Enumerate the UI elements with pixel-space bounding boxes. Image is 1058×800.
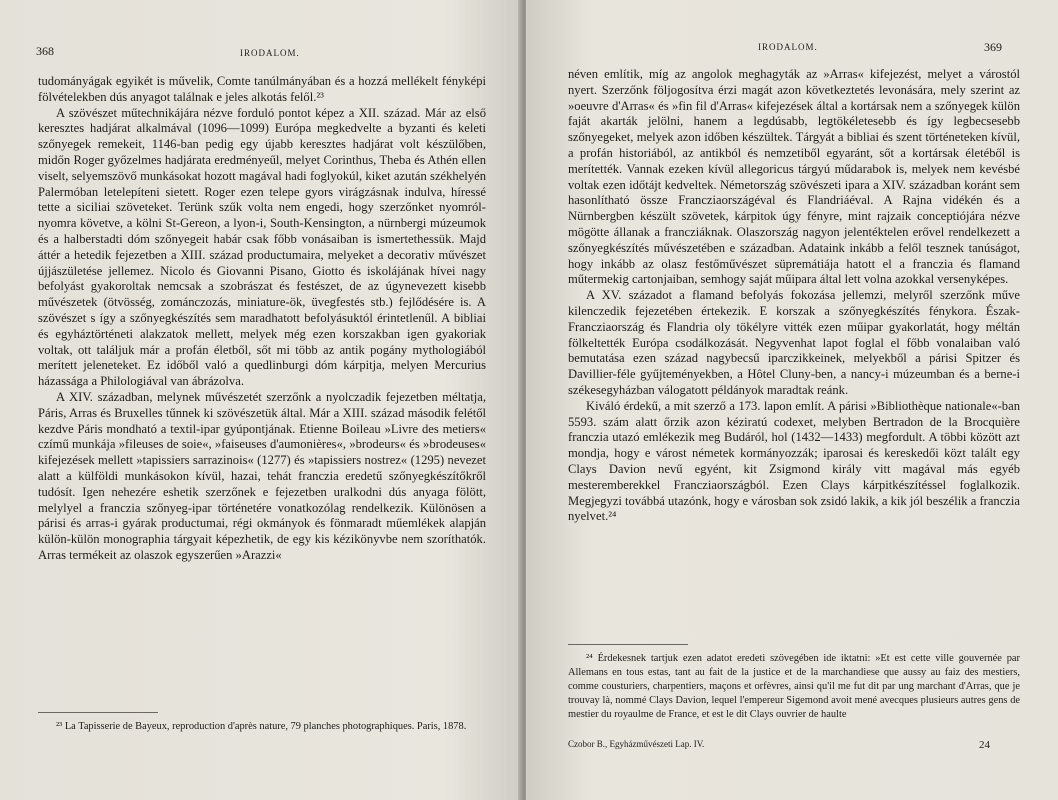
paragraph: A XV. századot a flamand befolyás fokozása jellemzi, melyről szerzőnk műve kilenczedik fejezetében értekezik. E korszak a szőnyegkészítés fénykora. Észak-Francziaország és Flandria oly tökélyre vitték ezen műipar gyakorlatát, hogy méltán fölkeltették Európa csodálkozását. Negyvenhat lapot foglal el főbb vonalaiban való bemutatása ezen század nagybecsű iparczikkeinek, melyekből a párisi Spitzer és Davillier-féle gyűjteményekben, a Hôtel Cluny-ben, a nancy-i múzeumban és a berne-i székesegyházban válogatott példányok maradtak reánk. — [568, 288, 1020, 397]
footnote-text: ²⁴ Érdekesnek tartjuk ezen adatot eredeti szövegében ide iktatni: »Et est cette ville gouvernée par Allemans en tous estas, tant au fait de la justice et de la marchandiese que aussy au faiz des mestiers, comme cousturiers, charpentiers, maçons et orfèvres, ainsi qu'il me fut dit par ung marchant d'Arras, que je trouvay là, nommé Clays Davion, lequel l'empereur Sigemond avoit mené avecques plusieurs autres gens de mestier du royaulme de France, et est le dit Clays ouvrier de haulte — [568, 653, 1020, 720]
footnote-text: ²³ La Tapisserie de Bayeux, reproduction d'après nature, 79 planches photographiques. Paris, 1878. — [56, 721, 467, 732]
signature-mark: Czobor B., Egyházművészeti Lap. IV. — [568, 739, 705, 749]
paragraph: tudományágak egyikét is művelik, Comte tanúlmányában és a hozzá mellékelt fényképi fölvételekben dús anyagot találnak e jeles alkotás felől.²³ — [38, 74, 486, 104]
page-number: 368 — [36, 44, 54, 58]
paragraph: Kiváló érdekű, a mit szerző a 173. lapon említ. A párisi »Bibliothèque nationale«-ban 5593. szám alatt őrzik azon kéziratú codexet, melyben Bertradon de la Brocquière franczia utazó emlékezik meg Budáról, hol (1432—1433) megfordult. A többi között azt mondja, hogy e várost németek kormányozzák; iparosai és kereskedői közt talált egy Clays Davion nevű egyént, kit Zsigmond király vitt magával más egyéb mesteremberekkel Francziaországból. Ezen Clays kárpitkészítéssel foglalkozik. Megjegyzi továbbá utazónk, hogy e városban sok zsidó lakik, a kik jól beszélik a franczia nyelvet.²⁴ — [568, 398, 1020, 524]
body-text — [568, 67, 1020, 525]
paragraph: A szövészet műtechnikájára nézve forduló pontot képez a XII. század. Már az első keresztes hadjárat alkalmával (1096—1099) Európa megkedvelte a byzanti és keleti szőnyegek remekeit, 1146-ban pedig egy újabb keresztes hadjárat volt készülőben, midőn Roger győzelmes hadjárata eredményeűl, melyet Corinthus, Theba és Athén ellen viselt, selyemszövő munkásokat hozott magával hadi foglyokúl, kiket azután székhelyén Palermóban letelepíteni sietett. Roger ezen telepe gyors virágzásnak indulva, híressé tette a siciliai szöveteket. Terünk szűk volta nem engedi, hogy szerzőnket nyomról-nyomra követve, a kölni St-Gereon, a lyon-i, South-Kensington, a nürnbergi múzeumok és a halberstadti dóm szőnyegeit habár csak főbb vonásaiban is ismertethessük. Majd áttér a hetedik fejezetben a XIII. század productumaira, melyeket a decorativ művészet újjászületése jellemez. Nicolo és Giovanni Pisano, Giotto és iskolájának hívei nagy befolyást gyakoroltak nemcsak a szobrászat és festészet, de az úgynevezett kisebb művészetek (ötvösség, zománczozás, miniature-ök, üvegfestés stb.) fejlődésére is. A szövészet s így a szőnyegkészítés sem maradhatott befolyásuktól érintetlenűl. A bibliai és egyháztörténeti alakzatok mellett, melyek még ezen korszakban igen gyakoriak voltak, ott találjuk már a profán életből, sőt mi több az antik pogány mythologiából merített jeleneteket. Ez időből való a quedlinburgi dóm kárpitja, melyen Mercurius házassága a Philologiával van ábrázolva. — [38, 105, 486, 389]
footnote-rule — [38, 712, 158, 713]
page-number: 369 — [984, 40, 1002, 54]
footnote-rule — [568, 644, 688, 645]
body-text — [38, 74, 486, 564]
running-head: IRODALOM. — [758, 42, 818, 52]
paragraph: néven említik, míg az angolok meghagyták az »Arras« kifejezést, melyet a várostól nyert. Szerzőnk följogosítva érzi magát azon következtetés levonására, mely szerint az »oeuvre d'Arras« és »fin fil d'Arras« kifejezések által a kortársak nem a szőnyegek külön faját akarták jelölni, hanem a legdúsabb, legtökéletesebb és így legbecsesebb szőnyegeket, melyek azon időben készültek. Tárgyát a bibliai és szent történeteken kívül, a profán historiából, az antikból és nemzetiből egyaránt, sőt a kortársak életéből is merítették. Vannak ezeken kívül allegoricus tárgyú műdarabok is, melyek nem kevésbé voltak ezen időtájt kedveltek. Németország szövészeti ipara a XIV. században koránt sem hasonlítható össze Francziaországéval és Flandriáéval. A Rajna vidékén és a Nürnbergben készült szövetek, kárpitok úgy fényre, mint rajzaik conceptiójára nézve mögötte állanak a francziáknak. Olaszország nagyon jelentéktelen erővel rendelkezett a szőnyegkészítés művészetében e században. Adataink inkább a felől tesznek tanúságot, hogy inkább az olasz festőművészet süpremátiája hatott el a franczia és flamand műtermekig cartonjaiban, semhogy saját műipara által lett volna azokkal versenyképes. — [568, 67, 1020, 287]
paragraph: A XIV. században, melynek művészetét szerzőnk a nyolczadik fejezetben méltatja, Páris, Arras és Bruxelles tűnnek ki szövészetük által. Már a XIII. század második felétől kezdve Páris mondható a textil-ipar gyúpontjának. Etienne Boileau »Livre des metiers« czímű munkája »fileuses de soie«, »faiseuses d'aumonières«, »brodeurs« és »brodeuses« kifejezések mellett »tapissiers sarrazinois« (1277) és »tapissiers nostrez« (1295) nevezet alatt a külföldi munkásokon kívül, hazai, tehát franczia eredetű szőnyegkészítőkről tudósít. Igen nehezére eshetik szerzőnek e fejezetben uralkodni dús anyaga fölött, melylyel a franczia szőnyeg-ipar történetére vonatkozólag rendelkezik. Különösen a párisi és arras-i gyárak productumai, régi okmányok és fönmaradt műemlékek alapján külön-külön monographia tárgyait képezhetik, de egy kis kézikönyvbe nem szoríthatók. Arras termékeit az olaszok egyszerűen »Arazzi« — [38, 389, 486, 562]
footnote — [568, 652, 1020, 722]
signature-number: 24 — [979, 739, 990, 751]
running-head: IRODALOM. — [240, 48, 300, 58]
footnote — [38, 720, 486, 734]
left-page — [0, 0, 522, 800]
right-page — [526, 0, 1058, 800]
